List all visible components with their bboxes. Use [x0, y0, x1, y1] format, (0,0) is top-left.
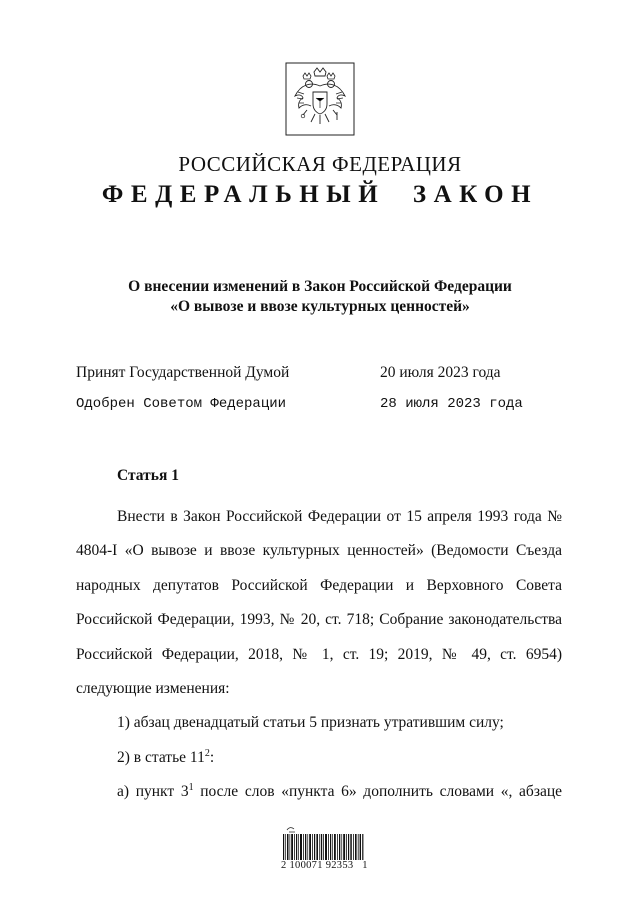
article-intro-paragraph: Внести в Закон Российской Федерации от 15 апреля 1993 года № 4804-I «О вывозе и ввозе культурных ценностей» (Ведомости Съезда народных депутатов Российской Федерации и Верховного Совета Российской Федерации, 1993, № 20, ст. 718; Собрание законодательства Российской Федерации, 2018, № 1, ст. 19; 2019, № 49, ст. 6954) следующие изменения:: [76, 508, 562, 698]
law-subject-line-2: «О вывозе и ввозе культурных ценностей»: [170, 298, 470, 315]
council-approval-row: [76, 396, 546, 426]
document-type: ФЕДЕРАЛЬНЫЙ ЗАКОН: [101, 181, 539, 208]
law-subject-line-1: О внесении изменений в Закон Российской Федерации: [128, 278, 512, 295]
barcode-icon: [283, 824, 365, 862]
article-item-2: [76, 741, 562, 775]
article-item-a-superscript: 1: [188, 782, 194, 794]
law-subject: [0, 277, 640, 317]
adoption-block: [76, 364, 546, 424]
article-body: [76, 500, 562, 810]
duma-adoption-date: 20 июля 2023 года: [380, 364, 501, 381]
council-approval-label: Одобрен Советом Федерации: [76, 396, 287, 412]
article-item-a-tail: после слов «пункта 6» дополнить словами «, абзаце: [193, 783, 562, 801]
coat-of-arms-icon: [285, 62, 355, 136]
country-name: РОССИЙСКАЯ ФЕДЕРАЦИЯ: [178, 152, 462, 176]
duma-adoption-row: [76, 364, 546, 394]
article-item-1: 1) абзац двенадцатый статьи 5 признать утратившим силу;: [117, 714, 504, 732]
article-item-2-tail: :: [209, 748, 215, 766]
article-item-a: [76, 775, 562, 809]
article-item-2-text: 2) в статье 11: [117, 748, 205, 766]
council-approval-date: 28 июля 2023 года: [380, 396, 523, 412]
barcode-number: 2 100071 92353 1: [281, 860, 368, 871]
article-item-2-superscript: 2: [204, 747, 210, 759]
article-item-a-text: а) пункт 3: [117, 783, 189, 801]
duma-adoption-label: Принят Государственной Думой: [76, 364, 290, 381]
article-heading: Статья 1: [117, 467, 179, 484]
